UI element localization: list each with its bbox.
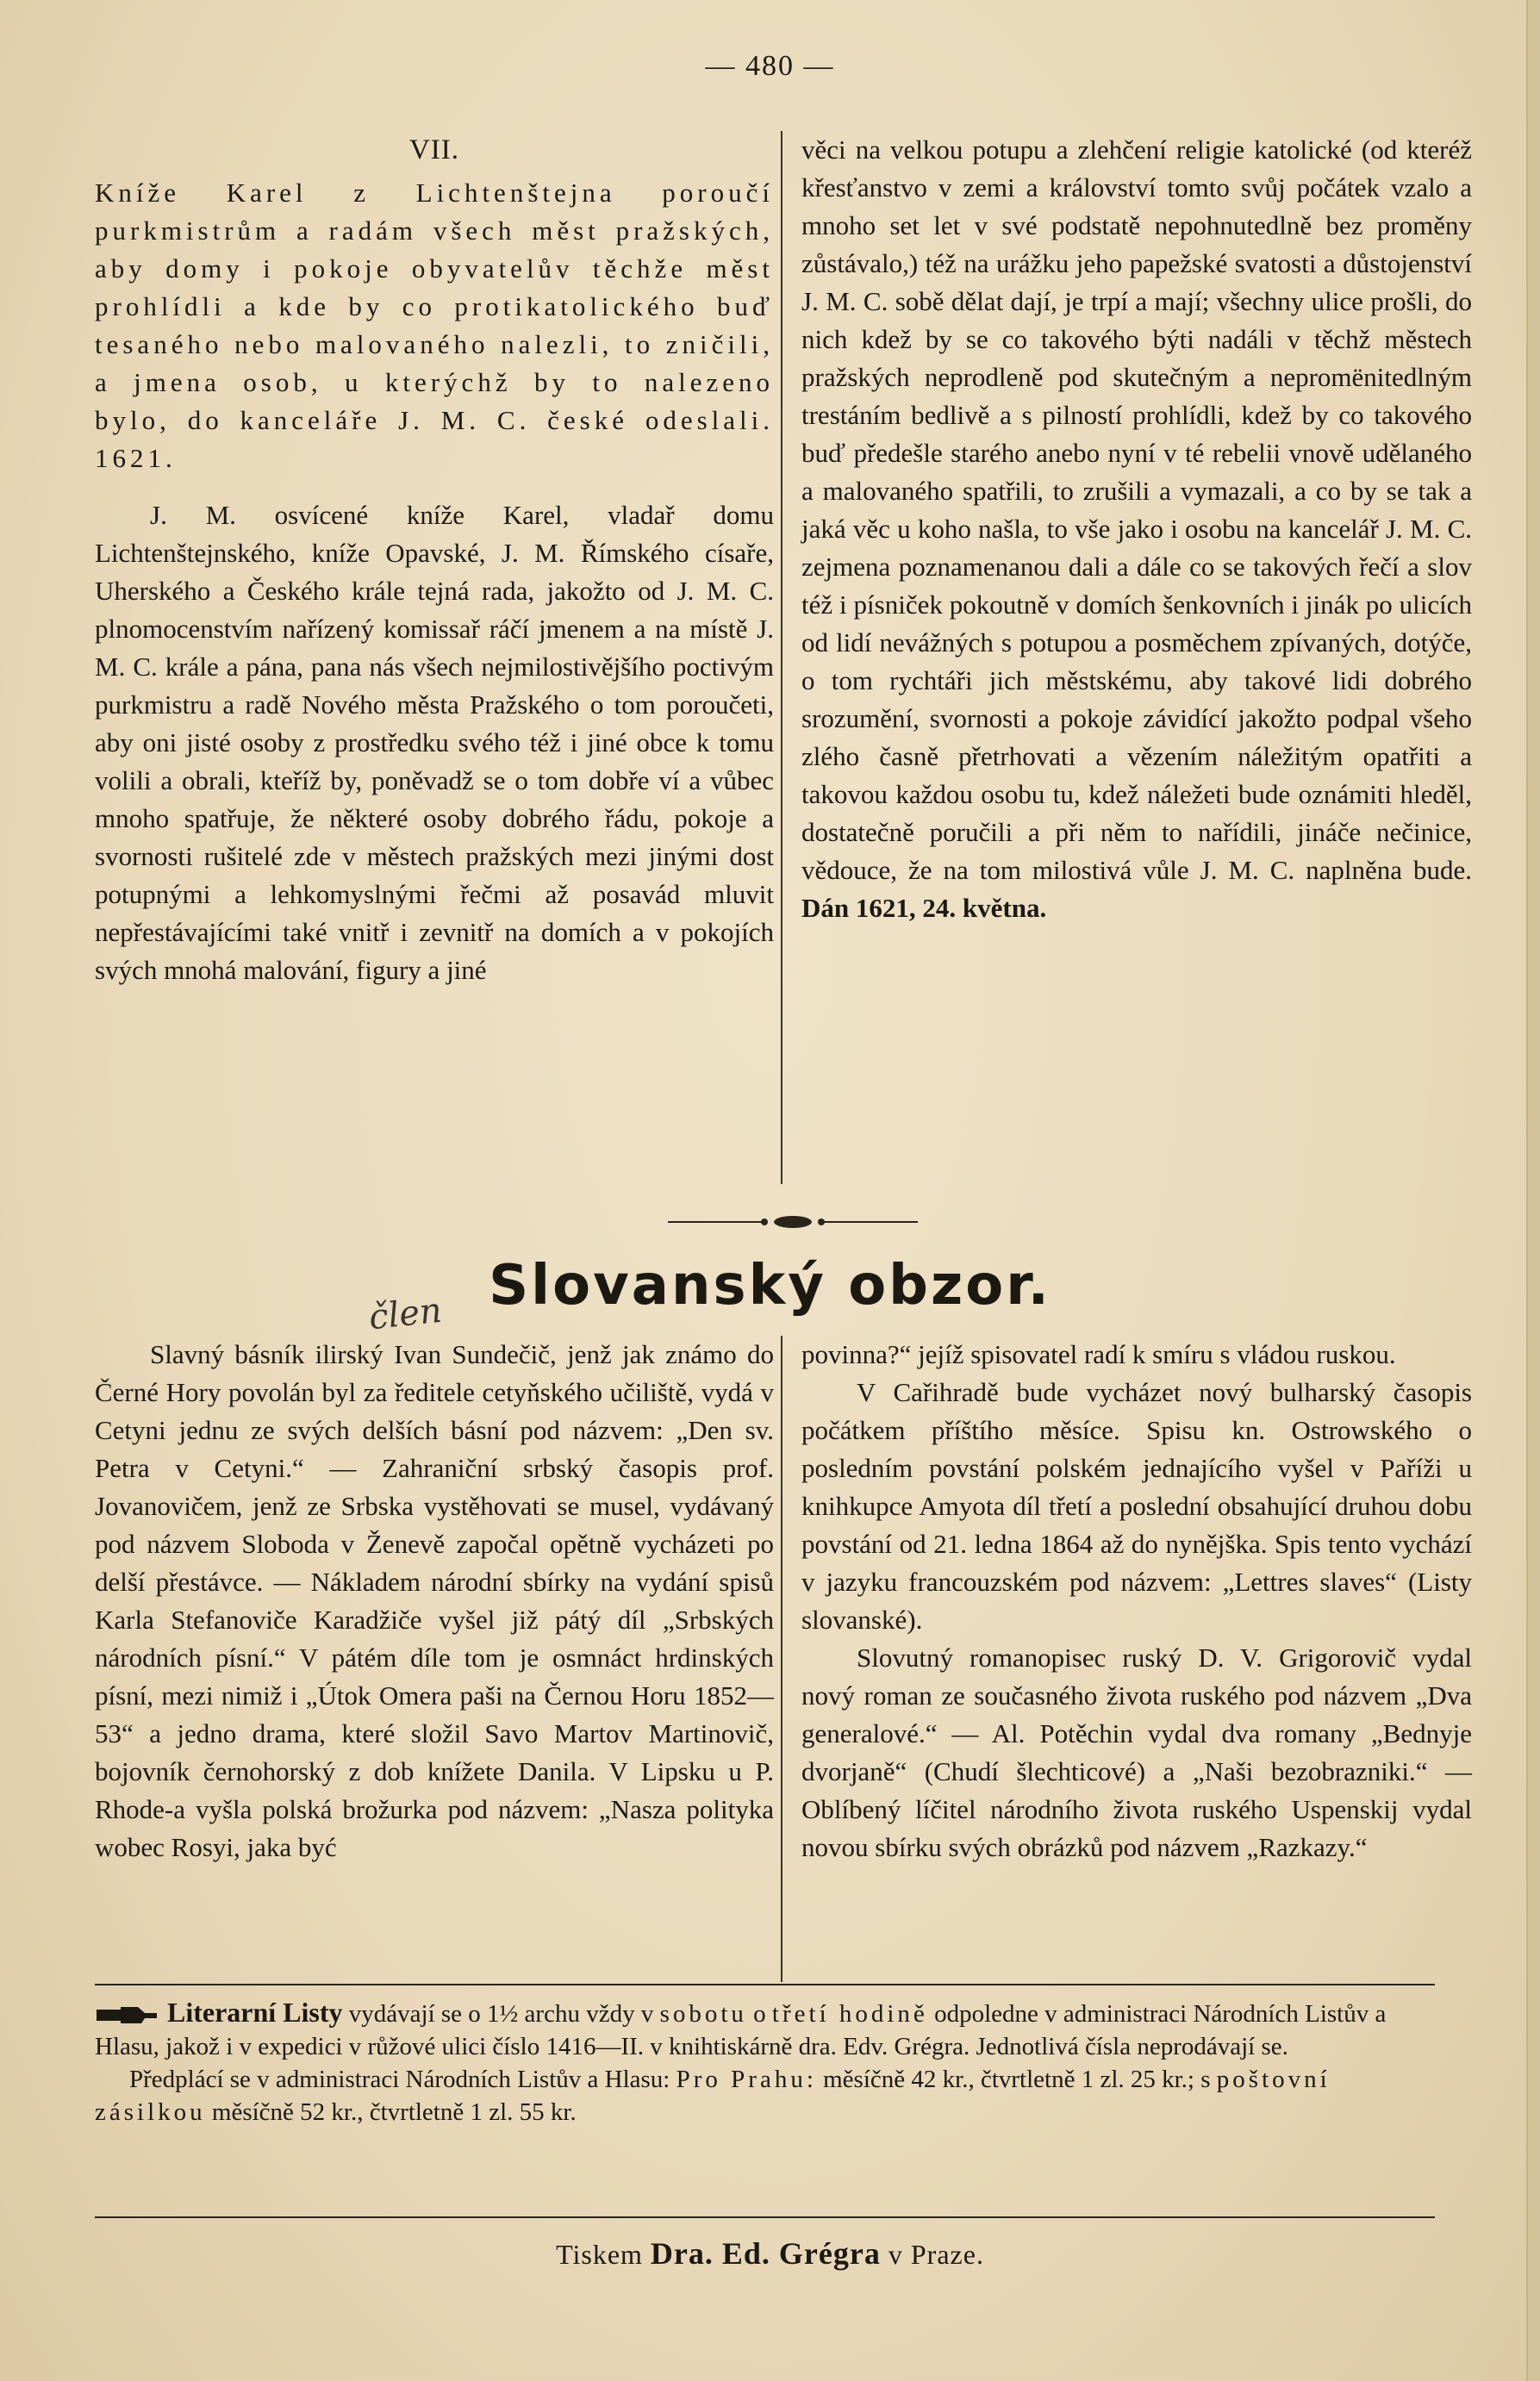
printer-line (0, 2235, 1540, 2272)
column-divider-top (781, 131, 782, 1184)
footer-text: archu vždy v (524, 2000, 654, 2028)
handwritten-note: člen (366, 1290, 444, 1338)
footer-rule-top (95, 1984, 1435, 1985)
footer-fraction: 1½ (487, 2000, 519, 2028)
page-number: — 480 — (705, 50, 835, 82)
section-left-body: J. M. osvícené kníže Karel, vladař domu Lichtenštejnského, kníže Opavské, J. M. Římského císaře, Uherského a Českého krále tejná rada, jakožto od J. M. C. plnomocenstvím nařízený komissař ráčí jmenem a na místě J. M. C. krále a pána, pana nás všech nejmilostivějšího poctivým purkmistru a radě Nového města Pražského o tom poroučeti, aby oni jisté osoby z prostředku svého též i jiné obce k tomu volili a obrali, kteříž by, poněvadž se o tom dobře ví a vůbec mnoho spatřuje, že některé osoby dobrého řádu, pokoje a svornosti rušitelé zde v městech pražských mezi jinými dost potupnými a lehkomyslnými řečmi až posavád mluvit nepřestávajícími také vnitř i zevnitř na domích a v pokojích svých mnohá malování, figury a jiné (95, 500, 774, 985)
footer-text: vydávají se o (348, 2000, 481, 2028)
footer-notice (95, 1996, 1439, 2129)
footer-rule-bottom (95, 2216, 1435, 2218)
printer-name: Dra. Ed. Grégra (650, 2236, 881, 2271)
news-right-paragraph-2: V Cařihradě bude vycházet nový bulharský časopis počátkem příštího měsíce. Spisu kn. Ostrowského o posledním povstání polském jednajícího vyšel v Paříži u knihkupce Amyota díl třetí a poslední obsahující druhou dobu povstání od 21. ledna 1864 až do nynějška. Spis tento vychází v jazyku francouzském pod názvem: „Lettres slaves“ (Listy slovanské). (801, 1377, 1472, 1635)
section-left-column (95, 131, 774, 989)
printer-text: Tiskem (556, 2239, 643, 2270)
news-left-paragraph: Slavný básník ilirský Ivan Sundečič, jenž jak známo do Černé Hory povolán byl za ředitele cetyňského učiliště, vydá v Cetyni jednu ze svých delších básní pod názvem: „Den sv. Petra v Cetyni.“ — Zahraniční srbský časopis prof. Jovanovičem, jenž ze Srbska vystěhovati se musel, vydávaný pod názvem Sloboda v Ženevě započal opětně vycházeti po delší přestávce. — Nákladem národní sbírky na vydání spisů Karla Stefanoviče Karadžiče vyšel již pátý díl „Srbských národních písní.“ V pátém díle tom je osmnáct hrdinských písní, mezi nimiž i „Útok Omera paši na Černou Horu 1852—53“ a jedno drama, které složil Savo Martov Martinovič, bojovník černohorský z dob knížete Danila. V Lipsku u P. Rhode-a vyšla polská brožurka pod názvem: „Nasza polityka wobec Rosyi, jaka być (95, 1339, 774, 1862)
footer-text: měsíčně 52 kr., čtvrtletně 1 zl. 55 kr. (211, 2098, 577, 2126)
footer-spaced-word: třetí hodině (771, 2000, 928, 2028)
ornament-divider (668, 1212, 918, 1232)
news-right-column (801, 1336, 1472, 1867)
section-number: VII. (408, 134, 460, 165)
footer-pricing (95, 2063, 1439, 2129)
footer-subscription-info (95, 1996, 1439, 2063)
page-edge (1526, 0, 1540, 2381)
printer-text: v Praze. (888, 2239, 984, 2270)
section-right-text: věci na velkou potupu a zlehčení religie katolické (od kteréž křesťanstvo v zemi a království tomto svůj počátek vzalo a mnoho set let v své podstatě nepohnutedlně bez proměny zůstávalo,) též na urážku jeho papežské svatosti a důstojenství J. M. C. sobě dělat dají, je trpí a mají; všechny ulice prošli, do nich kdež by se co takového býti nadáli v těchž městech pražských neprodleně pod skutečným a nepromënitedlným trestáním bedlivě a s pilností prohlídli, kdež by co takového buď předešle starého anebo nyní v té rebelii vnově udělaného a malovaného spatřili, to zrušili a vymazali, a co by se tak a jaká věc u koho našla, to vše jako i osobu na kancelář J. M. C. zejmena poznamenanou dali a dále co se takových řečí a slov též i písniček pokoutně v domích šenkovních i jinák po ulicích od lidí nevážných s potupou a posměchem zpívaných, dotýče, o tom rychtáři jich městskému, aby takové lidi dobrého srozumění, svornosti a pokoje závidící jakožto podpal všeho zlého časně přetrhovati a vězením náležitým opatřiti a takovou každou osobu tu, kdež náležeti bude oznámiti hleděl, dostatečně poručili a při něm to nařídili, jináče nečinice, vědouce, že na tom milostivá vůle J. M. C. naplněna bude. (801, 134, 1472, 885)
footer-spaced-word: poštovní zásilkou (95, 2066, 1331, 2126)
column-divider-bottom (781, 1336, 782, 1982)
news-right-paragraph-3: Slovutný romanopisec ruský D. V. Grigorovič vydal nový roman ze současného života ruského pod názvem „Dva generalové.“ — Al. Potěchin vydal dva romany „Bednyje dvorjaně“ (Chudí šlechticové) a „Naši bezobrazniki.“ — Oblíbený líčitel národního života ruského Uspenskij vydal novou sbírku svých obrázků pod názvem „Razkazy.“ (801, 1642, 1472, 1862)
footer-text: Předplácí se v administraci Národních Listův a Hlasu: (129, 2066, 670, 2093)
pointing-hand-icon (95, 2004, 159, 2027)
section-right-column (801, 131, 1472, 927)
news-left-column (95, 1336, 774, 1867)
section-intro: Kníže Karel z Lichtenštejna poroučí purkmistrům a radám všech měst pražských, aby domy i pokoje obyvatelův těchže měst prohlídli a kde by co protikatolického buď tesaného nebo malovaného nalezli, to zničili, a jmena osob, u kterýchž by to nalezeno bylo, do kanceláře J. M. C. české odeslali. 1621. (95, 178, 774, 473)
footer-text: měsíčně 42 kr., čtvrtletně 1 zl. 25 kr.; s (823, 2066, 1211, 2093)
footer-text: odpoledne v administraci Národních Listův a Hlasu, jakož i v expedici v růžové ulici číslo 1416—II. v knihtiskárně dra. Edv. Grégra. Jednotlivá čísla neprodávají se. (95, 2000, 1387, 2060)
footer-text: o (753, 2000, 766, 2028)
footer-spaced-word: Pro Prahu: (676, 2066, 817, 2093)
publication-name: Literarní Listy (167, 1997, 343, 2028)
footer-spaced-word: sobotu (659, 2000, 747, 2028)
section-date: Dán 1621, 24. května. (801, 893, 1047, 923)
headline: Slovanský obzor. (489, 1254, 1051, 1318)
section-right-body (801, 131, 1472, 927)
news-right-paragraph-1: povinna?“ jejíž spisovatel radí k smíru s vládou ruskou. (801, 1339, 1396, 1369)
